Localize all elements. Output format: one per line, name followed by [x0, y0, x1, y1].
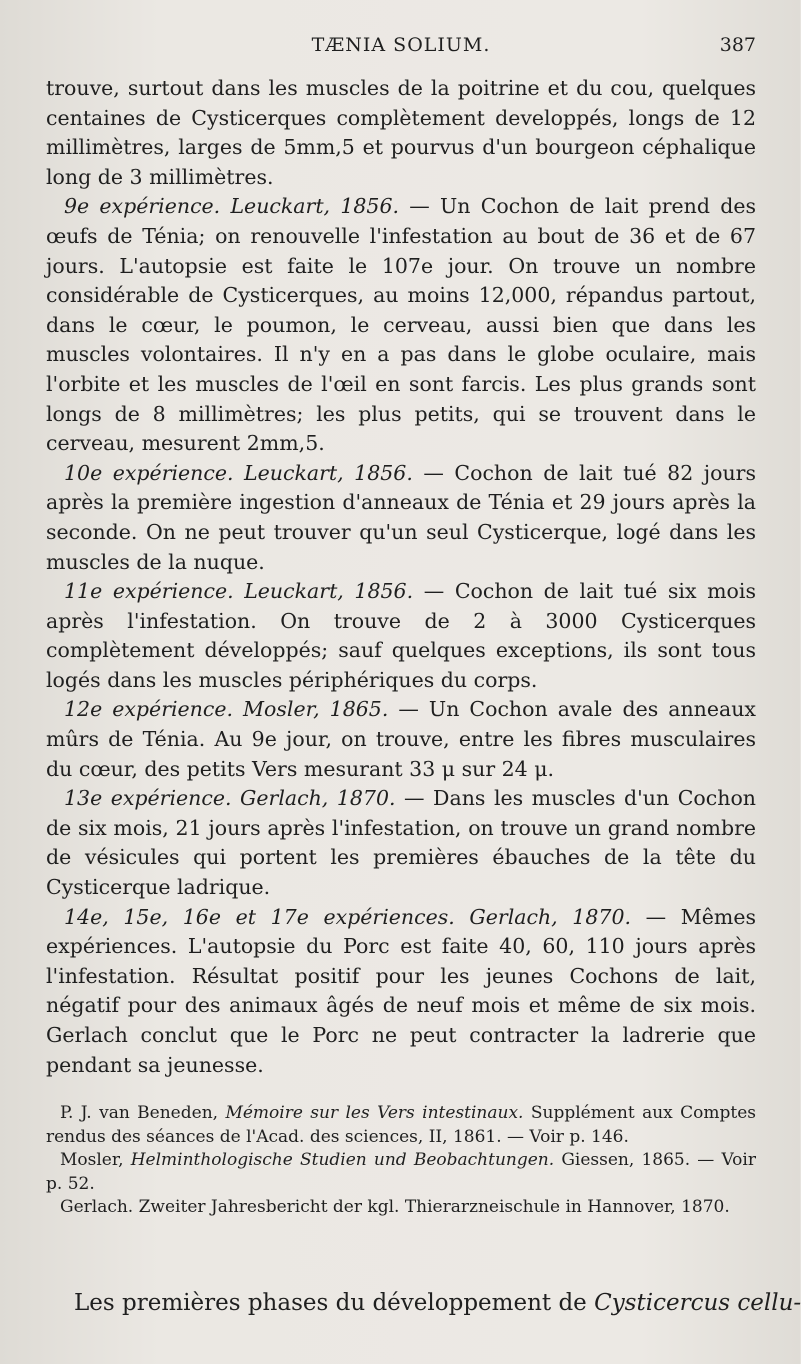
- experiment-heading: 11e expérience. Leuckart, 1856.: [64, 579, 414, 604]
- experiment-heading: 10e expérience. Leuckart, 1856.: [64, 460, 413, 485]
- footnote-title: Mémoire sur les Vers intestinaux.: [225, 1103, 524, 1123]
- footnote-details: Giessen, 1865. — Voir p. 52.: [46, 1150, 756, 1194]
- footnote-details: Supplément aux Comptes rendus des séances de l'Acad. des sciences, II, 1861. — Voir p. 146.: [46, 1103, 757, 1147]
- section-title-italic: Cysticercus cellu-: [594, 1290, 801, 1316]
- experiment-heading: 13e expérience. Gerlach, 1870.: [64, 786, 396, 811]
- paragraph: [46, 74, 756, 192]
- paragraph: [46, 459, 756, 577]
- paragraph-text: — Cochon de lait tué six mois après l'infestation. On trouve de 2 à 3000 Cysticerques complètement développés; sauf quelques exceptions, ils sont tous logés dans les muscles périphériques du corps.: [46, 579, 756, 692]
- footnote-author: Gerlach.: [60, 1197, 139, 1218]
- paragraph: [46, 192, 756, 458]
- paragraph-text: — Un Cochon avale des anneaux mûrs de Ténia. Au 9e jour, on trouve, entre les fibres musculaires du cœur, des petits Vers mesurant 33 μ sur 24 μ.: [46, 697, 756, 781]
- paragraph-text: — Cochon de lait tué 82 jours après la première ingestion d'anneaux de Ténia et 29 jours après la seconde. On ne peut trouver qu'un seul Cysticerque, logé dans les muscles de la nuque.: [46, 460, 756, 574]
- page-number: 387: [719, 34, 756, 56]
- paragraph: [46, 903, 756, 1081]
- page-header: [46, 34, 756, 64]
- footnote-title: Helminthologische Studien und Beobachtungen.: [130, 1150, 555, 1171]
- footnotes: [46, 1102, 756, 1220]
- footnote: [46, 1149, 756, 1196]
- footnote-author: Mosler,: [60, 1150, 131, 1171]
- paragraph: [46, 577, 756, 695]
- paragraph: [46, 695, 756, 784]
- paragraph: [46, 784, 756, 902]
- footnote: [46, 1196, 756, 1220]
- experiment-heading: 12e expérience. Mosler, 1865.: [64, 697, 389, 722]
- running-title: TÆNIA SOLIUM.: [311, 34, 491, 56]
- experiment-heading: 9e expérience. Leuckart, 1856.: [64, 194, 400, 219]
- paragraph-text: trouve, surtout dans les muscles de la poitrine et du cou, quelques centaines de Cysticerques complètement developpés, longs de 12 millimètres, larges de 5mm,5 et pourvus d'un bourgeon céphalique long de 3 millimètres.: [46, 76, 756, 189]
- paragraph-text: — Dans les muscles d'un Cochon de six mois, 21 jours après l'infestation, on trouve un grand nombre de vésicules qui portent les premières ébauches de la tête du Cysticerque ladrique.: [46, 786, 756, 900]
- footnote: [46, 1102, 756, 1149]
- section-title: [74, 1290, 801, 1316]
- experiment-heading: 14e, 15e, 16e et 17e expériences. Gerlach, 1870.: [64, 904, 631, 929]
- footnote-author: P. J. van Beneden,: [60, 1103, 226, 1123]
- paragraph-text: — Un Cochon de lait prend des œufs de Ténia; on renouvelle l'infestation au bout de 36 et de 67 jours. L'autopsie est faite le 107e jour. On trouve un nombre considérable de Cysticerques, au moins 12,000, répandus partout, dans le cœur, le poumon, le cerveau, aussi bien que dans les muscles volontaires. Il n'y en a pas dans le globe oculaire, mais l'orbite et les muscles de l'œil en sont farcis. Les plus grands sont longs de 8 millimètres; les plus petits, qui se trouvent dans le cerveau, mesurent 2mm,5.: [46, 194, 756, 456]
- main-text: [46, 74, 756, 1080]
- paragraph-text: — Mêmes expériences. L'autopsie du Porc est faite 40, 60, 110 jours après l'infestation. Résultat positif pour les jeunes Cochons de lait, négatif pour des animaux âgés de neuf mois et même de six mois. Gerlach conclut que le Porc ne peut contracter la ladrerie que pendant sa jeunesse.: [46, 904, 756, 1077]
- section-title-text: Les premières phases du développement de: [74, 1290, 595, 1316]
- footnote-details: Zweiter Jahresbericht der kgl. Thierarzneischule in Hannover, 1870.: [138, 1197, 730, 1218]
